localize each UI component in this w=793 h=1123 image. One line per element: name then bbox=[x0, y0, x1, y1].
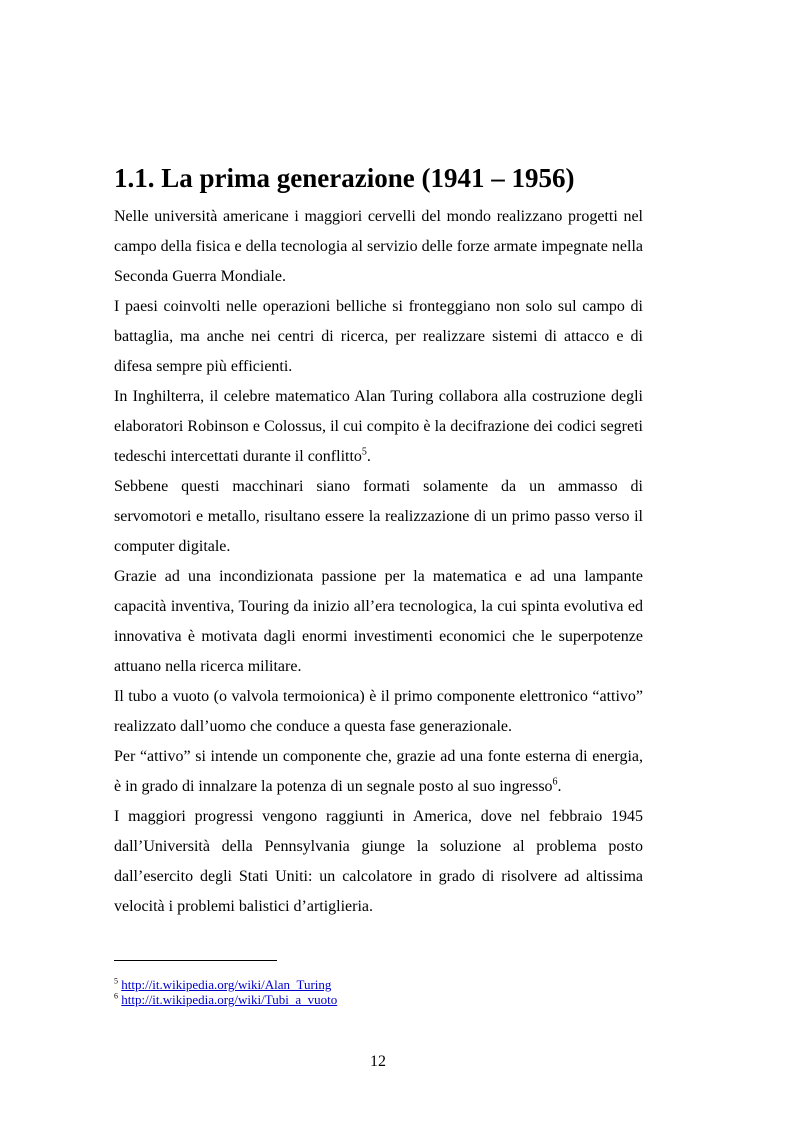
paragraph-text: In Inghilterra, il celebre matematico Alan Turing collabora alla costruzione degli elaboratori Robinson e Colossus, il cui compito è la decifrazione dei codici segreti tedeschi intercettati durante il conflitto bbox=[114, 388, 643, 465]
paragraph-text: I paesi coinvolti nelle operazioni belliche si fronteggiano non solo sul campo di battaglia, ma anche nei centri di ricerca, per realizzare sistemi di attacco e di difesa sempre più efficienti. bbox=[114, 298, 643, 375]
paragraph-text: Nelle università americane i maggiori cervelli del mondo realizzano progetti nel campo della fisica e della tecnologia al servizio delle forze armate impegnate nella Seconda Guerra Mondiale. bbox=[114, 208, 643, 285]
paragraph-2 bbox=[114, 292, 643, 382]
paragraph-6 bbox=[114, 682, 643, 742]
footnote-link[interactable]: http://it.wikipedia.org/wiki/Alan_Turing bbox=[121, 977, 332, 992]
section-heading: 1.1. La prima generazione (1941 – 1956) bbox=[114, 163, 575, 193]
body-text bbox=[114, 202, 643, 922]
footnote-6 bbox=[114, 992, 614, 1007]
footnote-link[interactable]: http://it.wikipedia.org/wiki/Tubi_a_vuoto bbox=[121, 992, 338, 1007]
paragraph-3 bbox=[114, 382, 643, 472]
paragraph-text: Per “attivo” si intende un componente che, grazie ad una fonte esterna di energia, è in grado di innalzare la potenza di un segnale posto al suo ingresso bbox=[114, 748, 643, 795]
paragraph-text: Grazie ad una incondizionata passione per la matematica e ad una lampante capacità inventiva, Touring da inizio all’era tecnologica, la cui spinta evolutiva ed innovativa è motivata dagli enormi investimenti economici che le superpotenze attuano nella ricerca militare. bbox=[114, 568, 643, 675]
paragraph-text: Sebbene questi macchinari siano formati solamente da un ammasso di servomotori e metallo, risultano essere la realizzazione di un primo passo verso il computer digitale. bbox=[114, 478, 643, 555]
footnote-number: 5 bbox=[114, 976, 118, 986]
paragraph-8 bbox=[114, 802, 643, 922]
paragraph-7 bbox=[114, 742, 643, 802]
footnote-ref-5[interactable]: 5 bbox=[361, 446, 367, 458]
paragraph-end-punct: . bbox=[366, 448, 371, 465]
footnote-divider bbox=[114, 960, 277, 961]
paragraph-5 bbox=[114, 562, 643, 682]
footnote-number: 6 bbox=[114, 991, 118, 1001]
paragraph-1 bbox=[114, 202, 643, 292]
footnotes bbox=[114, 977, 614, 1007]
paragraph-4 bbox=[114, 472, 643, 562]
paragraph-text: Il tubo a vuoto (o valvola termoionica) è il primo componente elettronico “attivo” realizzato dall’uomo che conduce a questa fase generazionale. bbox=[114, 688, 643, 735]
footnote-5 bbox=[114, 977, 614, 992]
paragraph-text: I maggiori progressi vengono raggiunti in America, dove nel febbraio 1945 dall’Università della Pennsylvania giunge la soluzione al problema posto dall’esercito degli Stati Uniti: un calcolatore in grado di risolvere ad altissima velocità i problemi balistici d’artiglieria. bbox=[114, 808, 643, 915]
page-number: 12 bbox=[370, 1053, 386, 1070]
paragraph-end-punct: . bbox=[557, 778, 562, 795]
footnote-ref-6[interactable]: 6 bbox=[552, 776, 558, 788]
